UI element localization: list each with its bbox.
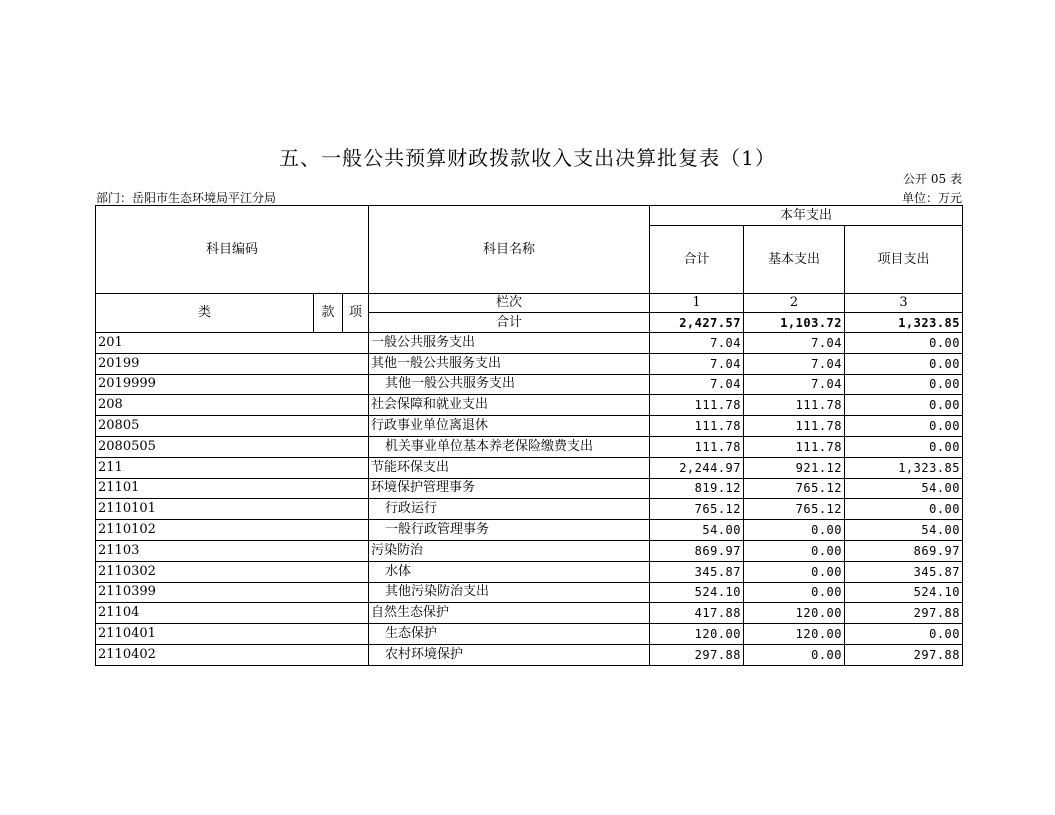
row-project: 524.10 [845,582,963,603]
row-basic: 111.78 [744,436,845,457]
row-project: 0.00 [845,416,963,437]
row-project: 0.00 [845,395,963,416]
header-col3: 3 [845,294,963,313]
row-total: 869.97 [650,540,744,561]
row-code: 2110399 [96,582,369,603]
header-col2: 2 [744,294,845,313]
row-basic: 120.00 [744,603,845,624]
row-code: 21103 [96,540,369,561]
header-project-expense: 项目支出 [845,226,963,294]
row-basic: 0.00 [744,561,845,582]
header-section: 款 [314,294,343,333]
row-project: 54.00 [845,520,963,541]
table-row [96,582,963,603]
row-basic: 765.12 [744,478,845,499]
row-name: 其他一般公共服务支出 [369,353,650,374]
table-row [96,478,963,499]
row-total: 524.10 [650,582,744,603]
row-basic: 921.12 [744,457,845,478]
table-row [96,520,963,541]
department-label: 部门：岳阳市生态环境局平江分局 [96,191,277,205]
row-name: 污染防治 [369,540,650,561]
header-item: 项 [343,294,369,333]
row-name: 节能环保支出 [369,457,650,478]
row-project: 0.00 [845,333,963,354]
summary-basic: 1,103.72 [744,313,845,333]
row-code: 2110401 [96,624,369,645]
row-project: 0.00 [845,353,963,374]
row-project: 54.00 [845,478,963,499]
table-row [96,540,963,561]
row-project: 0.00 [845,374,963,395]
row-basic: 0.00 [744,540,845,561]
table-row [96,333,963,354]
table-row [96,374,963,395]
row-name: 行政运行 [369,499,650,520]
row-code: 20805 [96,416,369,437]
header-current-year-expense: 本年支出 [650,206,963,226]
row-basic: 765.12 [744,499,845,520]
header-subject-name: 科目名称 [369,206,650,294]
row-name: 社会保障和就业支出 [369,395,650,416]
row-total: 7.04 [650,374,744,395]
table-row [96,353,963,374]
row-code: 21101 [96,478,369,499]
document-title: 五、一般公共预算财政拨款收入支出决算批复表（1） [279,146,776,170]
row-code: 20199 [96,353,369,374]
row-name: 机关事业单位基本养老保险缴费支出 [369,436,650,457]
table-row [96,457,963,478]
row-project: 869.97 [845,540,963,561]
summary-total: 2,427.57 [650,313,744,333]
row-total: 111.78 [650,416,744,437]
header-category: 类 [96,294,314,333]
row-project: 297.88 [845,644,963,665]
unit-label: 单位：万元 [901,191,962,205]
table-row [96,561,963,582]
summary-label: 合计 [369,313,650,333]
row-total: 297.88 [650,644,744,665]
table-row [96,624,963,645]
row-code: 2019999 [96,374,369,395]
header-total: 合计 [650,226,744,294]
row-name: 自然生态保护 [369,603,650,624]
table-row [96,416,963,437]
header-column-index: 栏次 [369,294,650,313]
row-project: 297.88 [845,603,963,624]
row-name: 水体 [369,561,650,582]
row-name: 一般行政管理事务 [369,520,650,541]
row-basic: 7.04 [744,353,845,374]
row-name: 行政事业单位离退休 [369,416,650,437]
row-code: 208 [96,395,369,416]
row-basic: 7.04 [744,333,845,354]
row-total: 111.78 [650,436,744,457]
row-total: 7.04 [650,333,744,354]
row-project: 1,323.85 [845,457,963,478]
row-total: 417.88 [650,603,744,624]
row-name: 其他污染防治支出 [369,582,650,603]
form-code: 公开 05 表 [903,172,962,186]
row-total: 7.04 [650,353,744,374]
row-basic: 111.78 [744,416,845,437]
row-code: 211 [96,457,369,478]
row-basic: 0.00 [744,582,845,603]
header-col1: 1 [650,294,744,313]
row-project: 0.00 [845,499,963,520]
row-total: 2,244.97 [650,457,744,478]
table-row [96,644,963,665]
row-code: 21104 [96,603,369,624]
row-project: 345.87 [845,561,963,582]
row-name: 环境保护管理事务 [369,478,650,499]
row-code: 2110302 [96,561,369,582]
row-basic: 120.00 [744,624,845,645]
summary-project: 1,323.85 [845,313,963,333]
row-code: 201 [96,333,369,354]
header-subject-code: 科目编码 [96,206,369,294]
table-row [96,603,963,624]
table-row [96,499,963,520]
row-code: 2080505 [96,436,369,457]
row-total: 54.00 [650,520,744,541]
row-name: 一般公共服务支出 [369,333,650,354]
row-code: 2110402 [96,644,369,665]
row-basic: 7.04 [744,374,845,395]
table-row [96,395,963,416]
header-basic-expense: 基本支出 [744,226,845,294]
row-name: 农村环境保护 [369,644,650,665]
budget-table [95,205,963,666]
row-total: 345.87 [650,561,744,582]
row-code: 2110101 [96,499,369,520]
row-total: 819.12 [650,478,744,499]
row-name: 生态保护 [369,624,650,645]
row-total: 111.78 [650,395,744,416]
row-code: 2110102 [96,520,369,541]
row-project: 0.00 [845,624,963,645]
row-basic: 111.78 [744,395,845,416]
row-name: 其他一般公共服务支出 [369,374,650,395]
table-row [96,436,963,457]
row-basic: 0.00 [744,644,845,665]
row-project: 0.00 [845,436,963,457]
row-basic: 0.00 [744,520,845,541]
row-total: 120.00 [650,624,744,645]
row-total: 765.12 [650,499,744,520]
